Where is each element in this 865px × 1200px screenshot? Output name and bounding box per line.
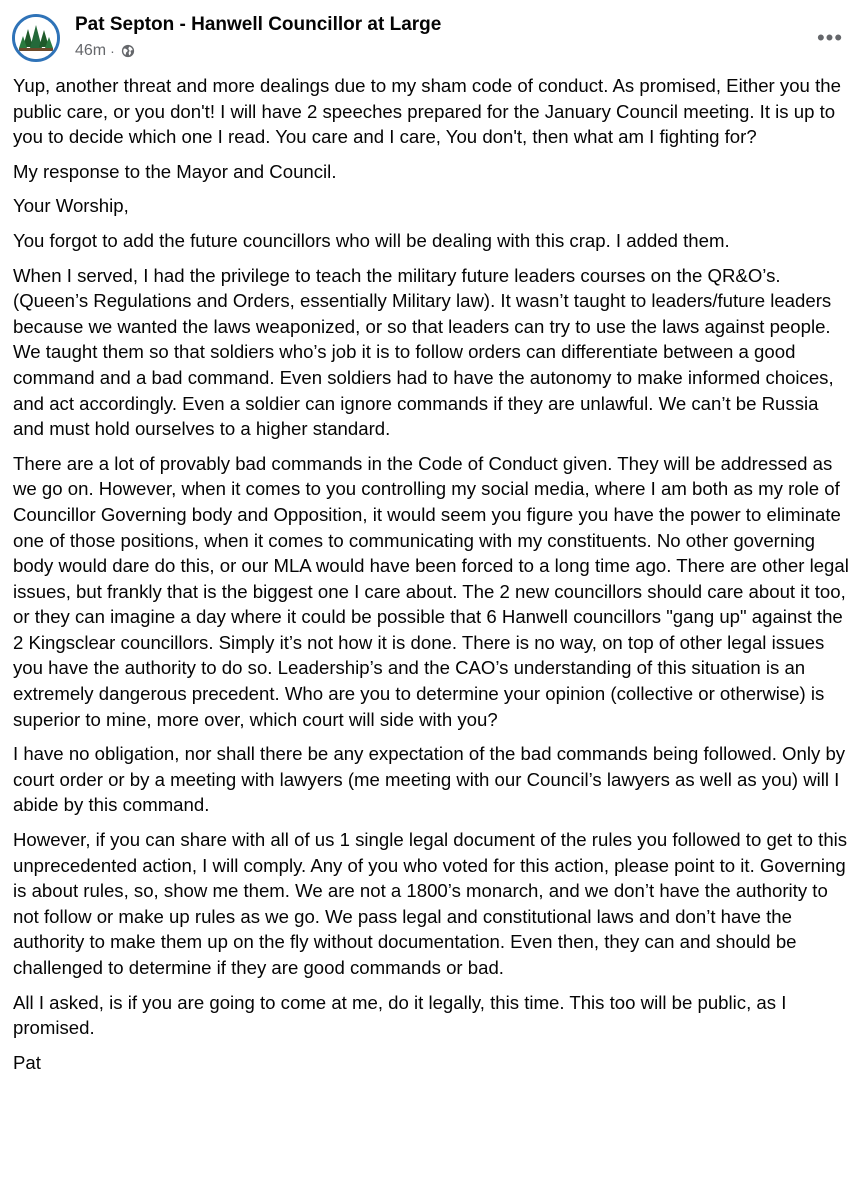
- post-paragraph: Your Worship,: [13, 195, 129, 217]
- post-paragraph: When I served, I had the privilege to teach the military future leaders courses on the QR&O’s. (Queen’s Regulations and Orders, essentially Military law). It wasn’t taught to leaders/future leaders because we wanted the laws weaponized, or so that leaders can try to use the laws against people. We taught them so that soldiers who’s job it is to follow orders can differentiate between a good command and a bad command. Even soldiers had to have the autonomy to make informed choices, and act accordingly. Even a soldier can ignore commands if they are unlawful. We can’t be Russia and must hold ourselves to a higher standard.: [13, 264, 834, 440]
- globe-icon[interactable]: [121, 44, 135, 58]
- post-paragraph: I have no obligation, nor shall there be any expectation of the bad commands being followed. Only by court order or by a meeting with lawyers (me meeting with our Council’s lawyers as well as you) will I abide by this command.: [13, 743, 846, 816]
- more-options-button[interactable]: [812, 24, 848, 52]
- page-title[interactable]: Pat Septon - Hanwell Councillor at Large: [75, 14, 442, 35]
- post-paragraph: All I asked, is if you are going to come at me, do it legally, this time. This too will be public, as I promised.: [13, 991, 787, 1039]
- post-paragraph: There are a lot of provably bad commands in the Code of Conduct given. They will be addressed as we go on. However, when it comes to you controlling my social media, where I am both as my role of Councillor Governing body and Opposition, it would seem you figure you have the power to eliminate one of those positions, when it comes to communicating with my constituents. No other governing body would dare do this, or our MLA would have been forced to a long time ago. There are other legal issues, but frankly that is the biggest one I care about. The 2 new councillors should care about it too, or they can imagine a day where it could be possible that 6 Hanwell councillors "gang up" against the 2 Kingsclear councillors. Simply it’s not how it is done. There is no way, on top of other legal issues you have the authority to do so. Leadership’s and the CAO’s understanding of this situation is an extremely dangerous precedent. Who are you to determine your opinion (collective or otherwise) is superior to mine, more over, which court will side with you?: [13, 452, 849, 730]
- post-paragraph: My response to the Mayor and Council.: [13, 160, 337, 182]
- post-paragraph: You forgot to add the future councillors who will be dealing with this crap. I added them.: [13, 229, 730, 251]
- more-options-icon: •••: [816, 25, 844, 50]
- post-body: [13, 73, 853, 1084]
- post-paragraph: Yup, another threat and more dealings due to my sham code of conduct. As promised, Either you the public care, or you don't! I will have 2 speeches prepared for the January Council meeting. It is up to you to decide which one I read. You care and I care, You don't, then what am I fighting for?: [13, 75, 841, 148]
- meta-separator: ·: [110, 43, 115, 59]
- trees-logo-icon: [15, 17, 57, 59]
- post-paragraph: Pat: [13, 1051, 41, 1073]
- post-paragraph: However, if you can share with all of us 1 single legal document of the rules you followed to get to this unprecedented action, I will comply. Any of you who voted for this action, please point to it. Governing is about rules, so, show me them. We are not a 1800’s monarch, and we don’t have the authority to not follow or make up rules as we go. We pass legal and constitutional laws and don’t have the authority to make them up on the fly without documentation. Even then, they can and should be challenged to determine if they are good commands or bad.: [13, 829, 848, 978]
- post-header: [12, 10, 852, 66]
- timestamp[interactable]: 46m: [75, 42, 107, 59]
- post-meta: [75, 42, 135, 60]
- avatar[interactable]: [12, 14, 60, 62]
